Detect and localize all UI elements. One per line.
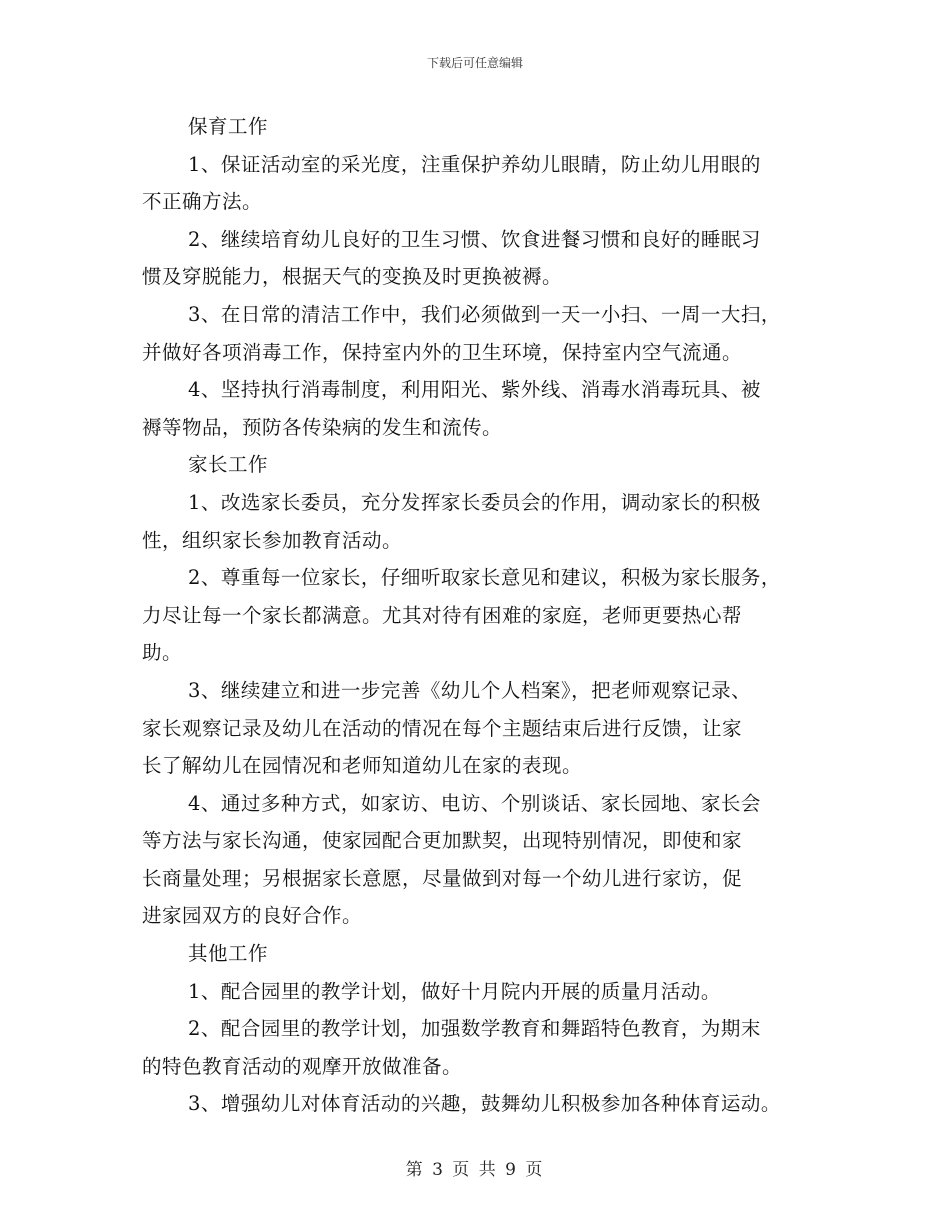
paragraph-line: 力尽让每一个家长都满意。尤其对待有困难的家庭，老师更要热心帮 bbox=[142, 603, 743, 627]
paragraph-line: 4、通过多种方式，如家访、电访、个别谈话、家长园地、家长会 bbox=[188, 791, 761, 815]
paragraph-line: 等方法与家长沟通，使家园配合更加默契，出现特别情况，即使和家 bbox=[142, 829, 743, 853]
paragraph-line: 3、继续建立和进一步完善《幼儿个人档案》，把老师观察记录、 bbox=[188, 678, 752, 702]
header-note: 下载后可任意编辑 bbox=[426, 56, 523, 70]
paragraph-line: 长了解幼儿在园情况和老师知道幼儿在家的表现。 bbox=[142, 754, 583, 778]
paragraph-line: 3、增强幼儿对体育活动的兴趣，鼓舞幼儿积极参加各种体育运动。 bbox=[188, 1092, 781, 1116]
paragraph-line: 2、尊重每一位家长，仔细听取家长意见和建议，积极为家长服务， bbox=[188, 566, 781, 590]
paragraph-line: 3、在日常的清洁工作中，我们必须做到一天一小扫、一周一大扫， bbox=[188, 302, 781, 326]
paragraph-line: 1、改选家长委员，充分发挥家长委员会的作用，调动家长的积极 bbox=[188, 490, 761, 514]
paragraph-line: 不正确方法。 bbox=[142, 190, 263, 214]
paragraph-line: 长商量处理；另根据家长意愿，尽量做到对每一个幼儿进行家访，促 bbox=[142, 866, 743, 890]
paragraph-line: 家长观察记录及幼儿在活动的情况在每个主题结束后进行反馈，让家 bbox=[142, 716, 743, 740]
paragraph-line: 2、配合园里的教学计划，加强数学教育和舞蹈特色教育，为期末 bbox=[188, 1017, 761, 1041]
paragraph-line: 助。 bbox=[142, 641, 183, 665]
paragraph-line: 1、配合园里的教学计划，做好十月院内开展的质量月活动。 bbox=[188, 979, 721, 1003]
section-heading-childcare: 保育工作 bbox=[188, 115, 269, 138]
paragraph-line: 1、保证活动室的采光度，注重保护养幼儿眼睛，防止幼儿用眼的 bbox=[188, 152, 761, 176]
paragraph-line: 惯及穿脱能力，根据天气的变换及时更换被褥。 bbox=[142, 265, 563, 289]
paragraph-line: 褥等物品，预防各传染病的发生和流传。 bbox=[142, 415, 503, 439]
paragraph-line: 的特色教育活动的观摩开放做准备。 bbox=[142, 1054, 463, 1078]
page-number: 第 3 页 共 9 页 bbox=[405, 1160, 545, 1180]
document-body bbox=[142, 108, 832, 1123]
section-heading-other: 其他工作 bbox=[188, 942, 269, 966]
paragraph-line: 2、继续培育幼儿良好的卫生习惯、饮食进餐习惯和良好的睡眠习 bbox=[188, 227, 761, 251]
paragraph-line: 性，组织家长参加教育活动。 bbox=[142, 528, 403, 552]
section-heading-parents: 家长工作 bbox=[188, 453, 269, 477]
paragraph-line: 进家园双方的良好合作。 bbox=[142, 904, 363, 928]
paragraph-line: 4、坚持执行消毒制度，利用阳光、紫外线、消毒水消毒玩具、被 bbox=[188, 378, 761, 402]
paragraph-line: 并做好各项消毒工作，保持室内外的卫生环境，保持室内空气流通。 bbox=[142, 340, 743, 364]
